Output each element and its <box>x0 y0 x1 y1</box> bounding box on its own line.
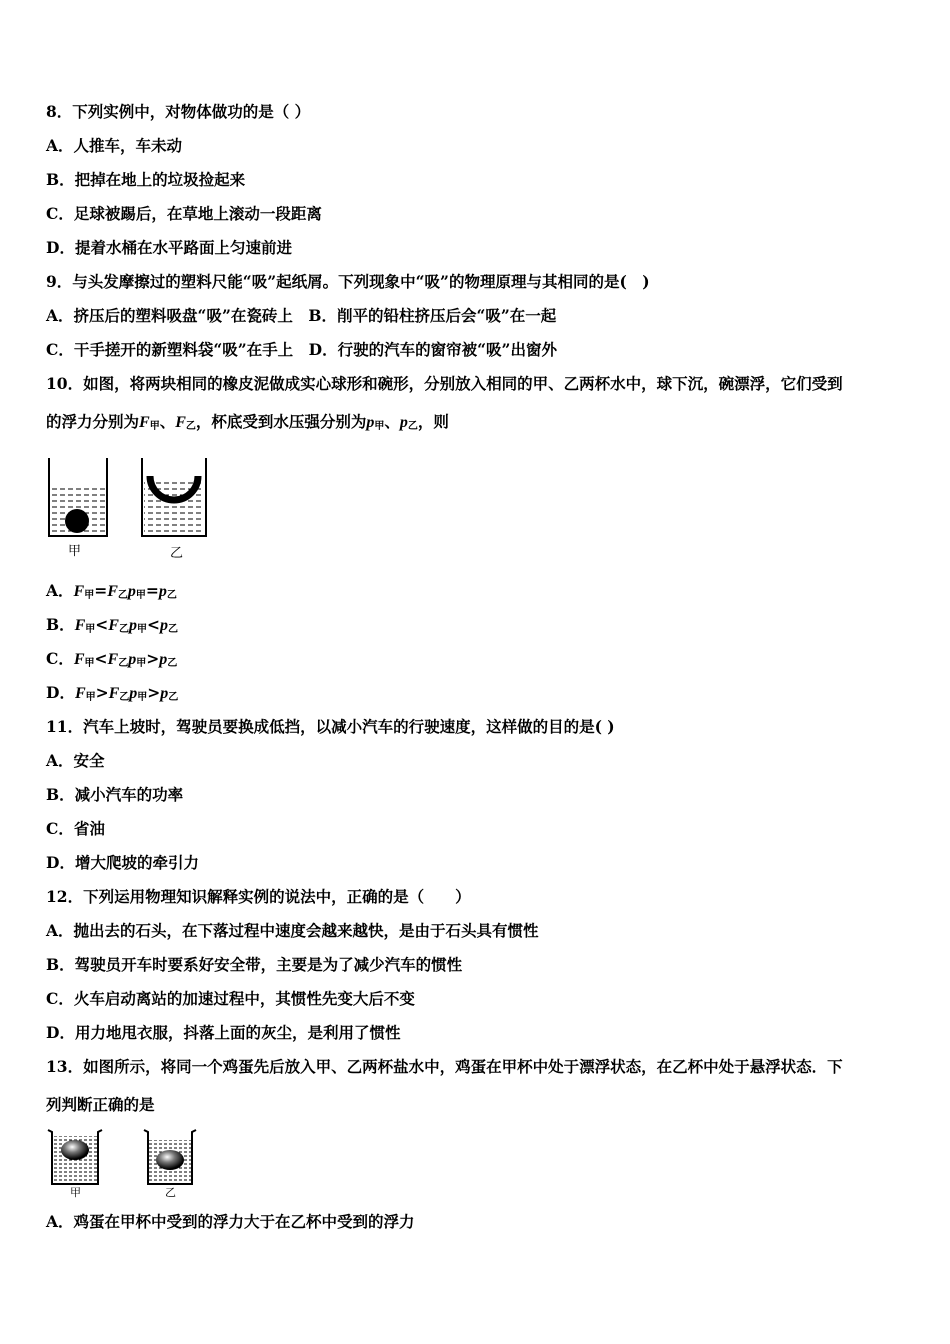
q8-option-d: D．提着水桶在水平路面上匀速前进 <box>46 238 292 257</box>
q11-stem: 11．汽车上坡时，驾驶员要换成低挡，以减小汽车的行驶速度，这样做的目的是( ) <box>46 717 615 736</box>
q9-options-ab: A．挤压后的塑料吸盘“吸”在瓷砖上 B．削平的铅柱挤压后会“吸”在一起 <box>46 306 557 325</box>
q13-option-a: A．鸡蛋在甲杯中受到的浮力大于在乙杯中受到的浮力 <box>46 1212 415 1231</box>
egg-beaker-jia <box>48 1130 102 1184</box>
q11-option-a: A．安全 <box>46 751 105 770</box>
q13-label-yi: 乙 <box>165 1186 176 1199</box>
q11-option-b: B．减小汽车的功率 <box>46 785 184 804</box>
q10-label-yi: 乙 <box>170 546 184 561</box>
q9-options-cd: C．干手搓开的新塑料袋“吸”在手上 D．行驶的汽车的窗帘被“吸”出窗外 <box>46 340 557 359</box>
q10-option-c: C．$F_甲<F_乙p_甲>p_乙$ <box>46 649 178 669</box>
q13-stem-line1: 13．如图所示，将同一个鸡蛋先后放入甲、乙两杯盐水中，鸡蛋在甲杯中处于漂浮状态，在乙杯中处于悬浮状态．下 <box>46 1057 843 1076</box>
q11-option-d: D．增大爬坡的牵引力 <box>46 853 199 872</box>
q10-stem-line2: 的浮力分别为$F_甲$、$F_乙$，杯底受到水压强分别为$p_甲$、$p_乙$，则 <box>46 412 449 432</box>
beaker-jia <box>49 458 107 536</box>
egg-floating <box>61 1140 89 1160</box>
q10-option-d: D．$F_甲>F_乙p_甲>p_乙$ <box>46 683 179 703</box>
q8-stem: 8．下列实例中，对物体做功的是（ ） <box>46 102 311 121</box>
q13-egg-beakers-figure <box>44 1126 204 1188</box>
q13-label-jia: 甲 <box>70 1186 81 1199</box>
q10-option-b: B．$F_甲<F_乙p_甲<p_乙$ <box>46 615 178 635</box>
q12-option-b: B．驾驶员开车时要系好安全带，主要是为了减少汽车的惯性 <box>46 955 463 974</box>
q13-stem-line2: 列判断正确的是 <box>46 1095 155 1114</box>
q12-option-a: A．抛出去的石头，在下落过程中速度会越来越快，是由于石头具有惯性 <box>46 921 539 940</box>
q10-option-a: A．$F_甲=F_乙p_甲=p_乙$ <box>46 581 177 601</box>
q8-option-c: C．足球被踢后，在草地上滚动一段距离 <box>46 204 322 223</box>
q8-option-a: A．人推车，车未动 <box>46 136 183 155</box>
q12-option-c: C．火车启动离站的加速过程中，其惯性先变大后不变 <box>46 989 415 1008</box>
q10-label-jia: 甲 <box>68 544 82 559</box>
q10-stem-line1: 10．如图，将两块相同的橡皮泥做成实心球形和碗形，分别放入相同的甲、乙两杯水中，球下沉，碗漂浮，它们受到 <box>46 374 843 393</box>
beaker-yi <box>142 458 206 536</box>
q12-stem: 12．下列运用物理知识解释实例的说法中，正确的是（ ） <box>46 887 471 906</box>
q11-option-c: C．省油 <box>46 819 105 838</box>
egg-suspended <box>156 1150 184 1170</box>
q8-option-b: B．把掉在地上的垃圾捡起来 <box>46 170 246 189</box>
solid-ball <box>65 509 89 533</box>
q12-option-d: D．用力地甩衣服，抖落上面的灰尘，是利用了惯性 <box>46 1023 401 1042</box>
egg-beaker-yi <box>144 1130 196 1184</box>
q9-stem: 9．与头发摩擦过的塑料尺能“吸”起纸屑。下列现象中“吸”的物理原理与其相同的是( ) <box>46 272 650 291</box>
